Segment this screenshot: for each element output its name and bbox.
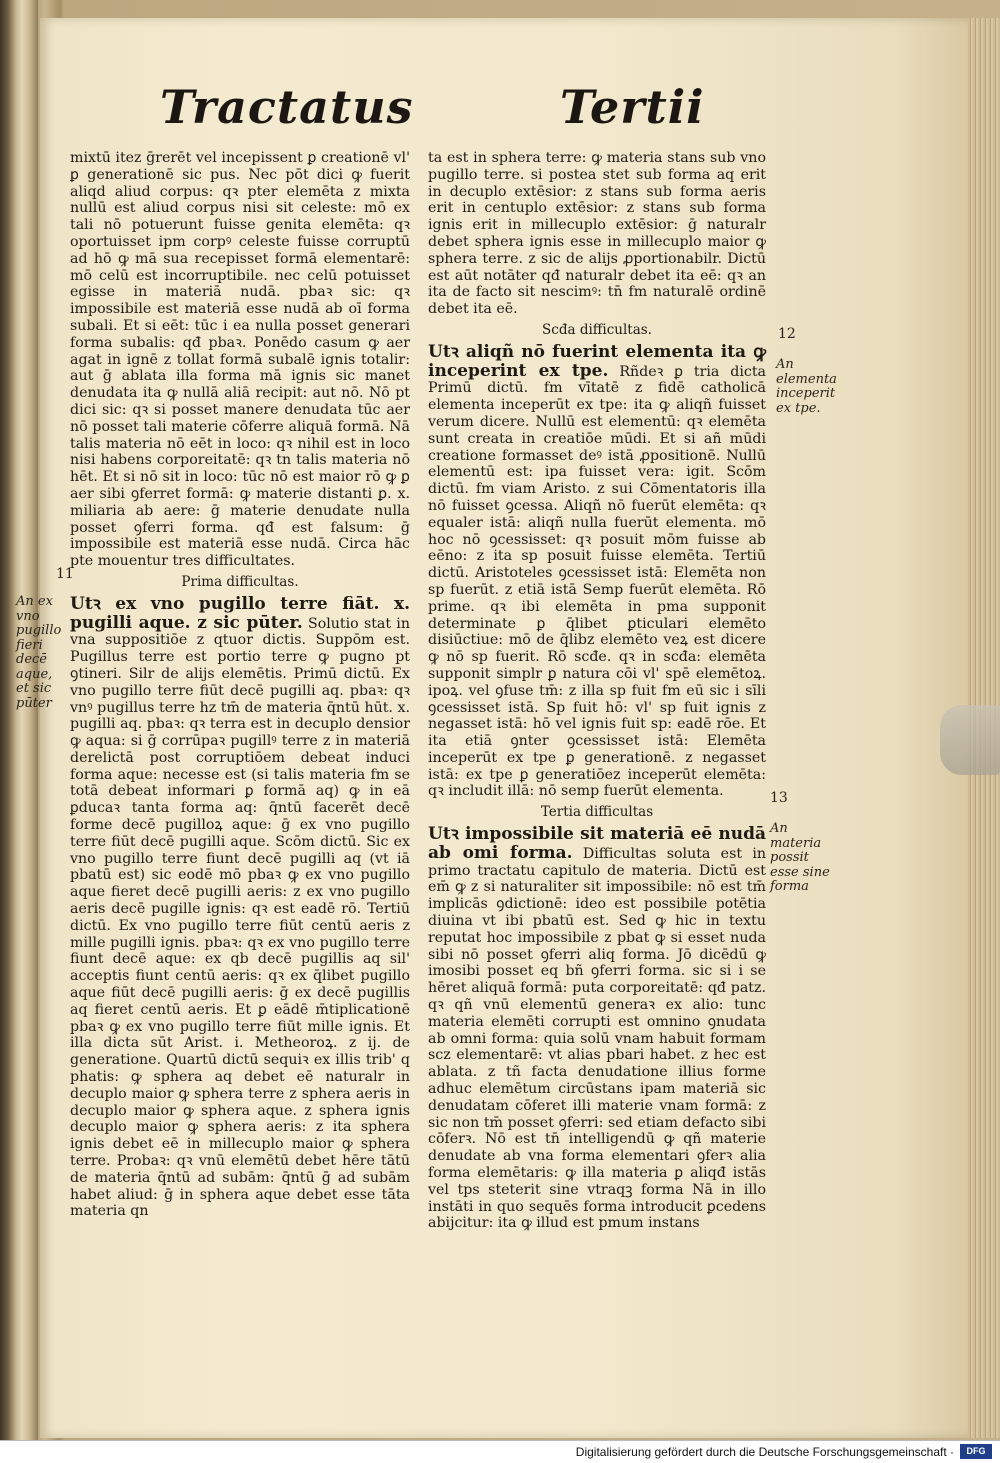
margin-note-right-12: An elementa inceperit ex tpe. <box>776 357 837 416</box>
margin-number-12: 12 <box>778 326 796 342</box>
footer-credit: Digitalisierung gefördert durch die Deutsche Forschungsgemeinschaft · <box>575 1445 954 1459</box>
paragraph <box>70 595 410 1220</box>
footer-bar <box>0 1440 1000 1463</box>
bookmark-clip <box>940 705 1000 775</box>
dfg-logo: DFG <box>960 1444 992 1459</box>
margin-number-13: 13 <box>770 790 788 806</box>
margin-note-right-13: An materia possit esse sine forma <box>770 821 830 894</box>
section-heading: Scđa difficultas. <box>542 321 652 338</box>
running-head-left: Tractatus <box>160 80 414 134</box>
paragraph: ta est in sphera terre: ꝙ materia stans sub vno pugillo terre. si postea stet sub forma aq erit in decuplo extēsior: z stans sub forma aeris erit in centuplo extēsior: z stans sub forma ignis erit in millecuplo extēsior: ḡ naturalr debet sphera ignis esse in millecuplo maior ꝙ sphera terre. z sic de alijs ꝓportionabilr. Dictū est aūt notāter qđ naturalr debet ita eē: qꝛ an ita de facto sit nescimꝰ: tn̄ fm naturalē ordinē debet ita eē. <box>428 150 766 318</box>
question-title: Utꝛ impossibile sit materiā eē nudā ab omi forma. <box>428 824 766 863</box>
margin-note-left: An ex vno pugillo fieri decē aque, et sic pūter <box>16 594 62 711</box>
question-title: Utꝛ aliqñ nō fuerint elementa ita ꝙ inceperint ex tpe. <box>428 341 766 381</box>
paragraph: mixtū itez ḡrerēt vel incepissent ꝑ creationē vl' ꝑ generationē sic pus. Nec pōt dici ꝙ fuerit aliqd aliud corpus: qꝛ pter elemēta z mixta nullū est aliud corpus nisi sit celeste: mō ex tali nō potuerunt fuisse genita elemēta: qꝛ oportuisset ipm corpꝰ celeste fuisse corruptū ad hō ꝙ mā sua recepisset formā elementarē: mō celū est incorruptibile. nec celū potuisset egisse in materiā nudā. pbaꝛ sic: qꝛ impossibile est materiā esse nudā ab oī forma subali. Et si eēt: tūc i ea nulla posset generari forma subalis: qđ pbaꝛ. Ponēdo casum ꝙ aer agat in ignē z tollat formā subalē ignis totalir: aut ḡ ablata illa forma mā ignis sic manet denudata ita ꝙ nullā aliā recipit: aut nō. Nō pt dici sic: qꝛ si posset manere denudata tūc aer nō posset tali materie cōferre aliquā formā. Nā talis materia nō eēt in loco: qꝛ nihil est in loco nisi habens corporeitatē: qꝛ tn talis materia nō hēt. Et si nō sit in loco: tūc nō est maior rō ꝙ ꝑ aer sibi ꝯferret formā: ꝙ materie distanti ꝑ. x. miliaria ab aere: ḡ materie denudate nulla posset ꝯferri forma. qđ est falsum: ḡ impossibile est materiā esse nudā. Circa hāc pte mouentur tres difficultates. <box>70 150 410 570</box>
margin-number-11: 11 <box>56 566 74 582</box>
text-column-right <box>428 150 767 1232</box>
text-column-left <box>70 150 410 1220</box>
section-heading: Tertia difficultas <box>540 804 654 821</box>
paragraph-text: Solutio stat in vna suppositiōe z qtuor dictis. Suppōm est. Pugillus terre est portio terre ꝙ pugno pt ꝯtineri. Silr de alijs elemētis. Primū dictū. Ex vno pugillo terre fiūt decē pugilli aq. pbaꝛ: qꝛ vnꝰ pugillus terre hz tm̄ de materia q̄ntū hūt. x. pugilli aq. pbaꝛ: qꝛ terra est in decuplo densior ꝙ aqua: si ḡ corrūpaꝛ pugillꝰ terre z in materiā derelictā post corruptiōem debeat induci forma aque: necesse est (si talis materia fm se totā debeat informari ꝑ formā aq) ꝙ in eā ꝑducaꝛ tanta forma aq: q̄ntū facerēt decē forme decē pugilloꝝ aque: ḡ ex vno pugillo terre fiūt decē pugilli aque. Scōm dictū. Sic ex vno pugillo terre fiunt decē pugilli aq (vt iā pbatū est) sic eodē mō pbaꝛ ꝙ ex vno pugillo aque fieret decē pugilli aeris: z ex vno pugillo aeris decē pugille ignis: qꝛ est eadē rō. Tertiū dictū. Ex vno pugillo terre fiūt centū aeris z mille pugilli ignis. pbaꝛ: qꝛ ex vno pugillo terre fiunt decē aque: ex qb decē pugillis aq sil' acceptis fiunt centū aeris: qꝛ ex q̄libet pugillo aque fiūt decē pugilli aeris: ḡ ex decē pugillis aq fieret centū aeris. Et ꝑ eādē m̄tiplicationē pbaꝛ ꝙ ex vno pugillo terre fiūt mille ignis. Et illa dicta sūt Arist. i. Metheoroꝝ. z ij. de generatione. Quartū dictū sequiꝛ ex illis trib' q phatis: ꝙ sphera aq debet eē naturalr in decuplo maior ꝙ sphera terre z sphera aeris in decuplo maior ꝙ sphera aque. z sphera ignis decuplo maior ꝙ sphera aeris: z ita sphera ignis debet eē in millecuplo maior ꝙ sphera terre. Probaꝛ: qꝛ vnū elemētū debet hēre tātū de materia q̄ntū ad subām: q̄ntū ḡ ad subām habet aliud: ḡ in sphera aque debet esse tāta materia qn <box>70 615 410 1220</box>
section-heading: Prima difficultas. <box>181 573 299 590</box>
paragraph <box>428 343 766 801</box>
facing-page-edge <box>0 0 38 1440</box>
question-title: Utꝛ ex vno pugillo terre fiāt. x. pugilli aque. z sic pūter. <box>70 593 410 633</box>
paragraph-text: Rñdeꝛ ꝑ tria dicta Primū dictū. fm vītatē z fidē catholicā elementa inceperūt ex tpe: ita ꝙ aliqñ fuisset verum dicere. Nullū est elementū: qꝛ elemēta sunt creata in creatiōe mūdi. Et si añ mūdi creatione formasset deꝰ istā ꝓpositionē. Nullū elementū est: ipa fuisset vera: igit. Scōm dictū. fm viam Aristo. z sui Cōmentatoris illa nō fuisset ꝯcessa. Aliqñ nō fuerūt elemēta: qꝛ equaler istā: aliqñ nulla fuerūt elementa. mō hoc nō ꝯcessisset: qꝛ posuit mōm fuisse ab eēno: z ita sp posuit fuisse elemēta. Tertiū dictū. Aristoteles ꝯcessisset istā: Elemēta non sp fuerūt. z etiā istā Semp fuerūt elemēta. Rō prime. qꝛ ibi elemēta in pma supponit determinate ꝑ q̄libet ꝑticulari elemēto disiūctiue: mō de q̄libz elemēto veꝝ est dicere ꝙ nō sp fuerit. Rō scđe. qꝛ in scđa: elemēta supponit simplr ꝑ natura cōi vl' spē elemētoꝝ. ipoꝝ. vel ꝯfuse tm̄: z illa sp fuit fm eū sic i sīli ꝯcessisset istā. Sp fuit hō: vl' sp fuit ignis z negasset istā: hō vel ignis fuit sp: eadē rōe. Et ita etiā ꝯnter ꝯcessisset istā: Elemēta inceperūt ex tpe ꝑ generationē. z negasset istā: ex tpe ꝑ generatiōez inceperūt elemēta: qꝛ includit illā: nō semp fuerūt elementa. <box>428 363 767 800</box>
running-head-right: Tertii <box>560 80 705 134</box>
paragraph <box>428 825 766 1232</box>
paragraph-text: Difficultas soluta est in primo tractatu capitulo de materia. Dictū est em̄ ꝙ z si naturaliter sit impossibile: nō est tm̄ implicās ꝯdictionē: ideo est possibile potētia diuina vt ibi pbatū est. Sed ꝙ hic in textu reputat hoc impossibile z pbat ꝙ si esset nuda sibi nō posset ꝯferri aliq forma. Jō dicēdū ꝙ imosibi posset eq bñ ꝯferri forma. sic si i se hēret aliquā formā: puta corporeitatē: qđ patz. qꝛ qñ vnū elementū generaꝛ ex alio: tunc materia elemēti corrupti est omnino ꝯnudata ab omni forma: quia solū vnam habuit formam scz elementarē: vt alias pbari habet. z hec est ablata. z tñ facta denudatione illius forme adhuc elemētum circūstans ipam materiā sic denudatam cōferet illi materie vnam formā: z sic non tm̄ posset ꝯferri: sed etiam defacto sibi cōferꝛ. Nō est tn̄ intelligendū ꝙ qñ materie denudate ab vna forma elementari ꝯferꝛ alia forma elemētaris: ꝙ illa materia ꝑ aliqđ istās vel tps steterit sine vtraqꝫ forma Nā in illo instāti in quo sequēs forma introducit ꝑcedens abijcitur: ita ꝙ illud est pmum instans <box>428 845 766 1232</box>
